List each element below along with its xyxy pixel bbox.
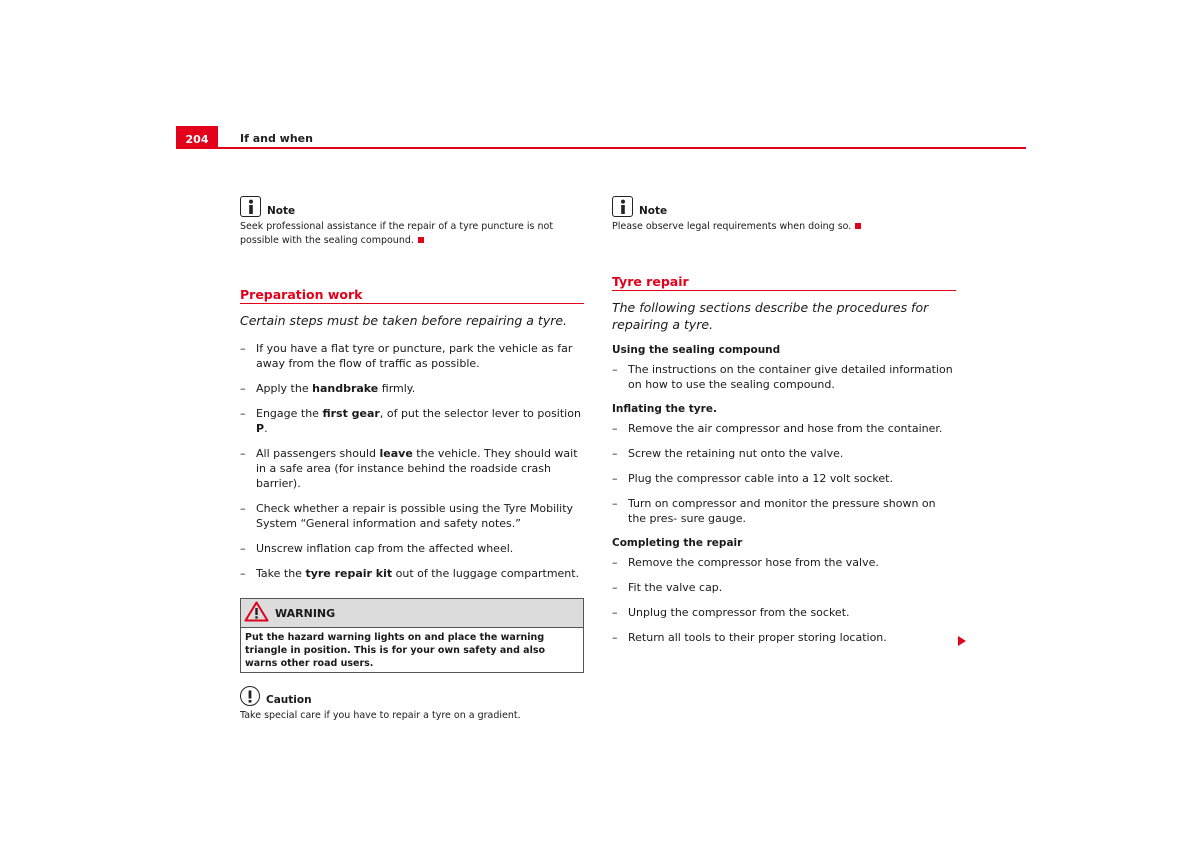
list-item: – Apply the handbrake firmly.: [240, 381, 584, 396]
list-item: – If you have a flat tyre or puncture, park the vehicle as far away from the flow of traffic as possible.: [240, 341, 584, 371]
step-list: [612, 362, 956, 392]
list-item: – The instructions on the container give detailed information on how to use the sealing compound.: [612, 362, 956, 392]
list-item: – Screw the retaining nut onto the valve.: [612, 446, 956, 461]
warning-box: [240, 598, 584, 673]
info-icon: [240, 196, 261, 217]
caution-exclamation-icon: [240, 686, 260, 706]
note-block: [240, 196, 584, 248]
warning-text: Put the hazard warning lights on and place the warning triangle in position. This is for your own safety and also warns other road users.: [245, 632, 546, 669]
note-text: Please observe legal requirements when doing so.: [612, 220, 956, 234]
step-list: [612, 555, 956, 645]
end-mark-icon: [418, 237, 424, 243]
list-item: – Return all tools to their proper storing location.: [612, 630, 956, 645]
list-item: – Remove the air compressor and hose from the container.: [612, 421, 956, 436]
end-mark-icon: [855, 223, 861, 229]
note-text: Seek professional assistance if the repair of a tyre puncture is not possible with the sealing compound.: [240, 221, 554, 246]
list-item: – Fit the valve cap.: [612, 580, 956, 595]
caution-label: Caution: [266, 694, 312, 706]
list-item: – Remove the compressor hose from the valve.: [612, 555, 956, 570]
tyre-repair-section: [612, 274, 956, 645]
preparation-section: [240, 287, 584, 581]
list-item: – Unscrew inflation cap from the affected wheel.: [240, 541, 584, 556]
page-number: 204: [176, 126, 218, 149]
list-item: – Engage the first gear, of put the selector lever to position P.: [240, 406, 584, 436]
section-heading: Tyre repair: [612, 274, 956, 291]
right-column: [612, 196, 956, 655]
step-list: [240, 341, 584, 581]
list-item: – Check whether a repair is possible using the Tyre Mobility System “General information and safety notes.”: [240, 501, 584, 531]
section-title: If and when: [240, 132, 313, 145]
note-label: Note: [267, 205, 296, 217]
left-column: [240, 196, 584, 723]
subsection-heading: Inflating the tyre.: [612, 403, 717, 415]
warning-label: WARNING: [275, 606, 336, 620]
section-heading: Preparation work: [240, 287, 584, 304]
subsection-heading: Using the sealing compound: [612, 344, 781, 356]
note-label: Note: [639, 205, 668, 217]
section-intro: Certain steps must be taken before repairing a tyre.: [240, 313, 568, 328]
caution-block: [240, 686, 584, 723]
subsection-heading: Completing the repair: [612, 537, 743, 549]
step-list: [612, 421, 956, 526]
list-item: – Turn on compressor and monitor the pressure shown on the pres- sure gauge.: [612, 496, 956, 526]
continue-arrow-icon: [958, 636, 966, 646]
warning-triangle-icon: [244, 601, 269, 626]
section-intro: The following sections describe the procedures for repairing a tyre.: [612, 300, 929, 332]
list-item: – All passengers should leave the vehicle. They should wait in a safe area (for instance behind the roadside crash barrier).: [240, 446, 584, 491]
info-icon: [612, 196, 633, 217]
list-item: – Take the tyre repair kit out of the luggage compartment.: [240, 566, 584, 581]
list-item: – Unplug the compressor from the socket.: [612, 605, 956, 620]
caution-text: Take special care if you have to repair a tyre on a gradient.: [240, 710, 521, 721]
list-item: – Plug the compressor cable into a 12 volt socket.: [612, 471, 956, 486]
note-block: [612, 196, 956, 234]
header-divider: [176, 147, 1026, 149]
